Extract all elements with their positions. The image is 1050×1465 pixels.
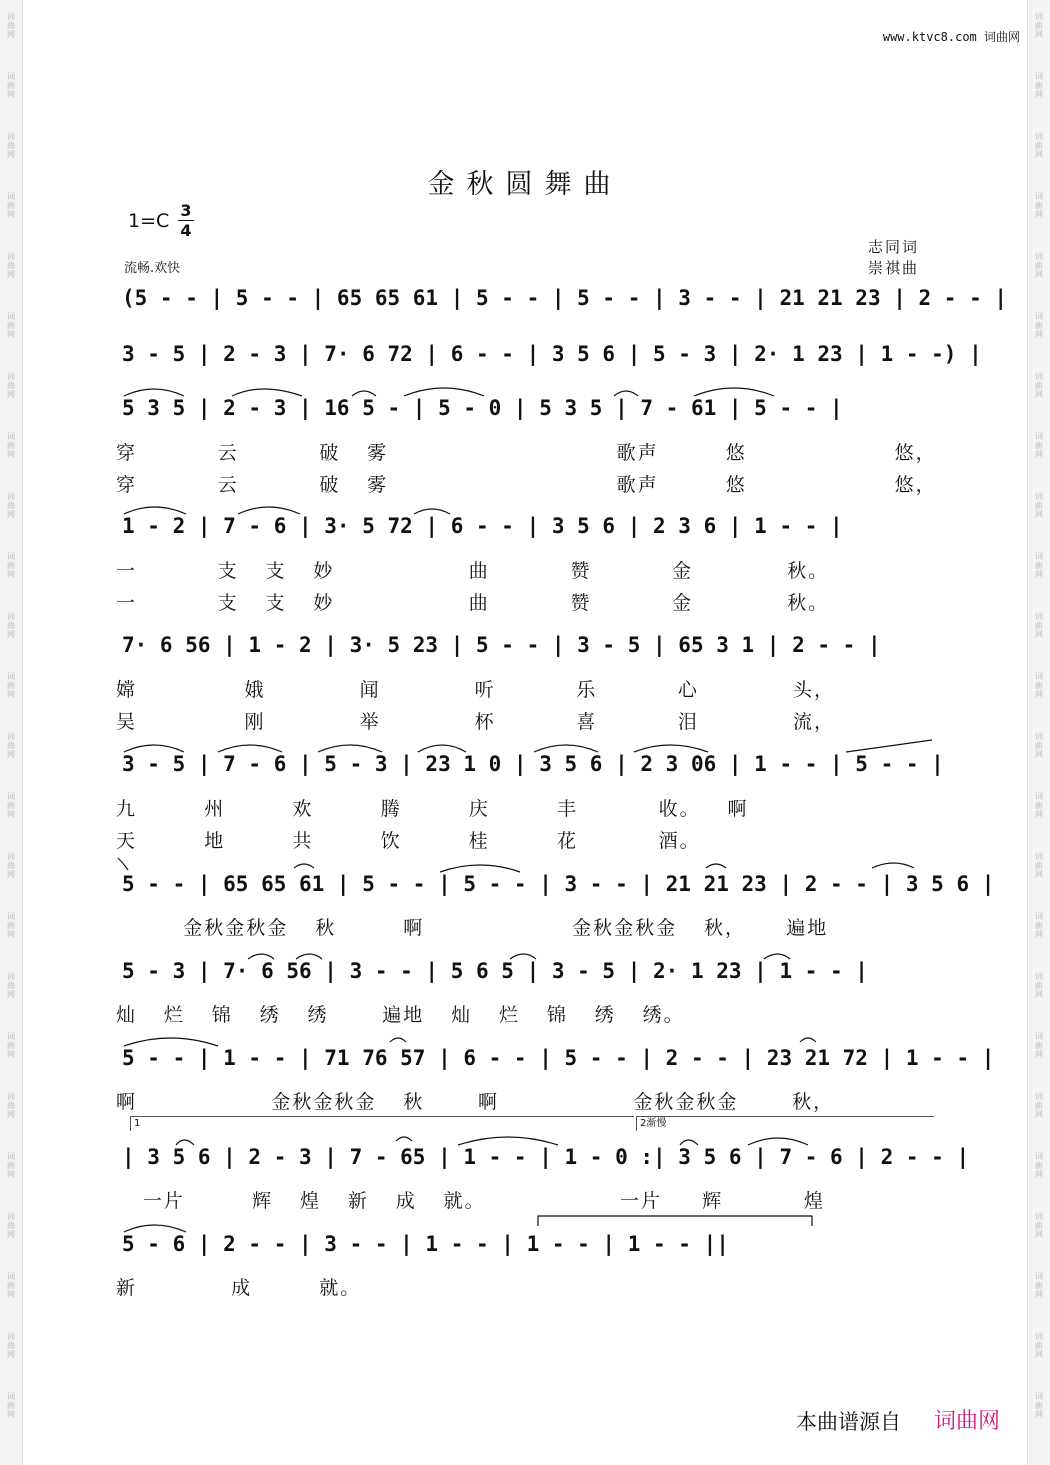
side-watermark-mark: 词 曲 网 bbox=[7, 132, 15, 159]
site-url[interactable]: www.ktvc8.com 词曲网 bbox=[882, 30, 1020, 44]
side-watermark-mark: 词 曲 网 bbox=[1035, 672, 1043, 699]
volta-second-ending: 2渐慢 bbox=[636, 1116, 934, 1131]
notes-row-5: 7· 6 56 | 1 - 2 | 3· 5 23 | 5 - - | 3 - 5 | 65 3 1 | 2 - - | bbox=[122, 633, 881, 657]
score-row-9 bbox=[114, 1044, 995, 1072]
score-row-2 bbox=[114, 340, 982, 368]
notes-row-2: 3 - 5 | 2 - 3 | 7· 6 72 | 6 - - | 3 5 6 | 5 - 3 | 2· 1 23 | 1 - -) | bbox=[122, 342, 982, 366]
notes-row-9: 5 - - | 1 - - | 71 76 57 | 6 - - | 5 - - | 2 - - | 23 21 72 | 1 - - | bbox=[122, 1046, 995, 1070]
lyric-row-3-verse-1: 穿 云 破 雾 歌声 悠 悠， bbox=[116, 442, 937, 464]
lyric-row-8: 灿 烂 锦 绣 绣 遍地 灿 烂 锦 绣 绣。 bbox=[116, 1004, 685, 1026]
side-watermark-mark: 词 曲 网 bbox=[1035, 1392, 1043, 1419]
source-text: 本曲谱源自 bbox=[796, 1410, 901, 1434]
composer-credit: 崇祺曲 bbox=[868, 259, 920, 277]
side-watermark-mark: 词 曲 网 bbox=[1035, 132, 1043, 159]
side-watermark-mark: 词 曲 网 bbox=[1035, 1272, 1043, 1299]
score-row-11 bbox=[114, 1230, 934, 1258]
side-watermark-mark: 词 曲 网 bbox=[1035, 1092, 1043, 1119]
side-watermark-mark: 词 曲 网 bbox=[7, 1272, 15, 1299]
notes-row-4: 1 - 2 | 7 - 6 | 3· 5 72 | 6 - - | 3 5 6 | 2 3 6 | 1 - - | bbox=[122, 514, 843, 538]
time-signature bbox=[178, 202, 194, 239]
notes-row-10: | 3 5 6 | 2 - 3 | 7 - 65 | 1 - - | 1 - 0 :| 3 5 6 | 7 - 6 | 2 - - | bbox=[122, 1145, 970, 1169]
side-watermark-mark: 词 曲 网 bbox=[7, 1212, 15, 1239]
side-watermark-mark: 词 曲 网 bbox=[1035, 312, 1043, 339]
side-watermark-mark: 词 曲 网 bbox=[1035, 1212, 1043, 1239]
lyric-row-5-verse-1: 嫦 娥 闻 听 乐 心 头， bbox=[116, 679, 835, 701]
page-title: 金秋圆舞曲 bbox=[427, 169, 623, 200]
score-row-8 bbox=[114, 957, 934, 985]
score-row-7 bbox=[114, 870, 995, 898]
notes-row-7: 5 - - | 65 65 61 | 5 - - | 5 - - | 3 - - | 21 21 23 | 2 - - | 3 5 6 | bbox=[122, 872, 995, 896]
side-watermark-mark: 词 曲 网 bbox=[7, 1032, 15, 1059]
side-watermark-mark: 词 曲 网 bbox=[7, 612, 15, 639]
side-watermark-mark: 词 曲 网 bbox=[7, 552, 15, 579]
key-signature: 1=C bbox=[128, 210, 170, 232]
lyric-row-4-verse-1: 一 支 支 妙 曲 赞 金 秋。 bbox=[116, 560, 830, 582]
lyric-row-7: 金秋金秋金 秋 啊 金秋金秋金 秋， 遍地 bbox=[116, 917, 829, 939]
time-top: 3 bbox=[180, 201, 192, 220]
side-watermark-mark: 词 曲 网 bbox=[1035, 372, 1043, 399]
tempo-marking: 流畅.欢快 bbox=[124, 261, 181, 276]
side-watermark-mark: 词 曲 网 bbox=[7, 672, 15, 699]
side-watermark-mark: 词 曲 网 bbox=[7, 852, 15, 879]
side-watermark-mark: 词 曲 网 bbox=[1035, 252, 1043, 279]
side-watermark-mark: 词 曲 网 bbox=[1035, 12, 1043, 39]
side-watermark-mark: 词 曲 网 bbox=[7, 1092, 15, 1119]
score-row-10 bbox=[114, 1143, 970, 1171]
score-row-6 bbox=[114, 750, 944, 778]
side-watermark-mark: 词 曲 网 bbox=[1035, 552, 1043, 579]
volta-first-ending: 1 bbox=[130, 1116, 634, 1131]
side-watermark-mark: 词 曲 网 bbox=[7, 72, 15, 99]
side-watermark-mark: 词 曲 网 bbox=[1035, 72, 1043, 99]
side-watermark-mark: 词 曲 网 bbox=[1035, 612, 1043, 639]
side-watermark-mark: 词 曲 网 bbox=[7, 192, 15, 219]
side-watermark-mark: 词 曲 网 bbox=[1035, 492, 1043, 519]
side-watermark-mark: 词 曲 网 bbox=[7, 792, 15, 819]
side-watermark-mark: 词 曲 网 bbox=[7, 972, 15, 999]
notes-row-3: 5 3 5 | 2 - 3 | 16 5 - | 5 - 0 | 5 3 5 | 7 - 61 | 5 - - | bbox=[122, 396, 843, 420]
right-watermark-strip bbox=[1027, 0, 1050, 1465]
lyric-row-5-verse-2: 吴 刚 举 杯 喜 泪 流， bbox=[116, 711, 835, 733]
side-watermark-mark: 词 曲 网 bbox=[7, 432, 15, 459]
notes-row-11: 5 - 6 | 2 - - | 3 - - | 1 - - | 1 - - | 1 - - || bbox=[122, 1232, 729, 1256]
side-watermark-mark: 词 曲 网 bbox=[1035, 1332, 1043, 1359]
side-watermark-mark: 词 曲 网 bbox=[7, 312, 15, 339]
side-watermark-mark: 词 曲 网 bbox=[1035, 732, 1043, 759]
side-watermark-mark: 词 曲 网 bbox=[7, 492, 15, 519]
side-watermark-mark: 词 曲 网 bbox=[1035, 792, 1043, 819]
notes-row-1: (5 - - | 5 - - | 65 65 61 | 5 - - | 5 - - | 3 - - | 21 21 23 | 2 - - | bbox=[122, 286, 1008, 310]
side-watermark-mark: 词 曲 网 bbox=[1035, 432, 1043, 459]
side-watermark-mark: 词 曲 网 bbox=[1035, 1032, 1043, 1059]
lyric-row-10: 一片 辉 煌 新 成 就。 一片 辉 煌 bbox=[116, 1190, 825, 1212]
side-watermark-mark: 词 曲 网 bbox=[7, 372, 15, 399]
lyric-row-9: 啊 金秋金秋金 秋 啊 金秋金秋金 秋， bbox=[116, 1091, 835, 1113]
notes-row-6: 3 - 5 | 7 - 6 | 5 - 3 | 23 1 0 | 3 5 6 | 2 3 06 | 1 - - | 5 - - | bbox=[122, 752, 944, 776]
lyric-row-4-verse-2: 一 支 支 妙 曲 赞 金 秋。 bbox=[116, 592, 830, 614]
lyric-row-6-verse-2: 天 地 共 饮 桂 花 酒。 bbox=[116, 830, 701, 852]
lyric-row-3-verse-2: 穿 云 破 雾 歌声 悠 悠， bbox=[116, 474, 937, 496]
side-watermark-mark: 词 曲 网 bbox=[7, 1392, 15, 1419]
time-bottom: 4 bbox=[180, 221, 192, 240]
side-watermark-mark: 词 曲 网 bbox=[1035, 972, 1043, 999]
score-row-4 bbox=[114, 512, 934, 540]
side-watermark-mark: 词 曲 网 bbox=[7, 1332, 15, 1359]
side-watermark-mark: 词 曲 网 bbox=[7, 12, 15, 39]
score-row-1 bbox=[114, 284, 1008, 312]
source-brand-link[interactable]: 词曲网 bbox=[934, 1409, 1001, 1434]
side-watermark-mark: 词 曲 网 bbox=[1035, 192, 1043, 219]
lyricist-credit: 志同词 bbox=[868, 238, 920, 256]
score-row-3 bbox=[114, 394, 934, 422]
side-watermark-mark: 词 曲 网 bbox=[7, 912, 15, 939]
side-watermark-mark: 词 曲 网 bbox=[7, 252, 15, 279]
notes-row-8: 5 - 3 | 7· 6 56 | 3 - - | 5 6 5 | 3 - 5 | 2· 1 23 | 1 - - | bbox=[122, 959, 868, 983]
side-watermark-mark: 词 曲 网 bbox=[1035, 852, 1043, 879]
lyric-row-11: 新 成 就。 bbox=[116, 1277, 362, 1299]
side-watermark-mark: 词 曲 网 bbox=[7, 1152, 15, 1179]
left-watermark-strip bbox=[0, 0, 23, 1465]
lyric-row-6-verse-1: 九 州 欢 腾 庆 丰 收。 啊 bbox=[116, 798, 749, 820]
side-watermark-mark: 词 曲 网 bbox=[7, 732, 15, 759]
side-watermark-mark: 词 曲 网 bbox=[1035, 912, 1043, 939]
score-row-5 bbox=[114, 631, 934, 659]
side-watermark-mark: 词 曲 网 bbox=[1035, 1152, 1043, 1179]
